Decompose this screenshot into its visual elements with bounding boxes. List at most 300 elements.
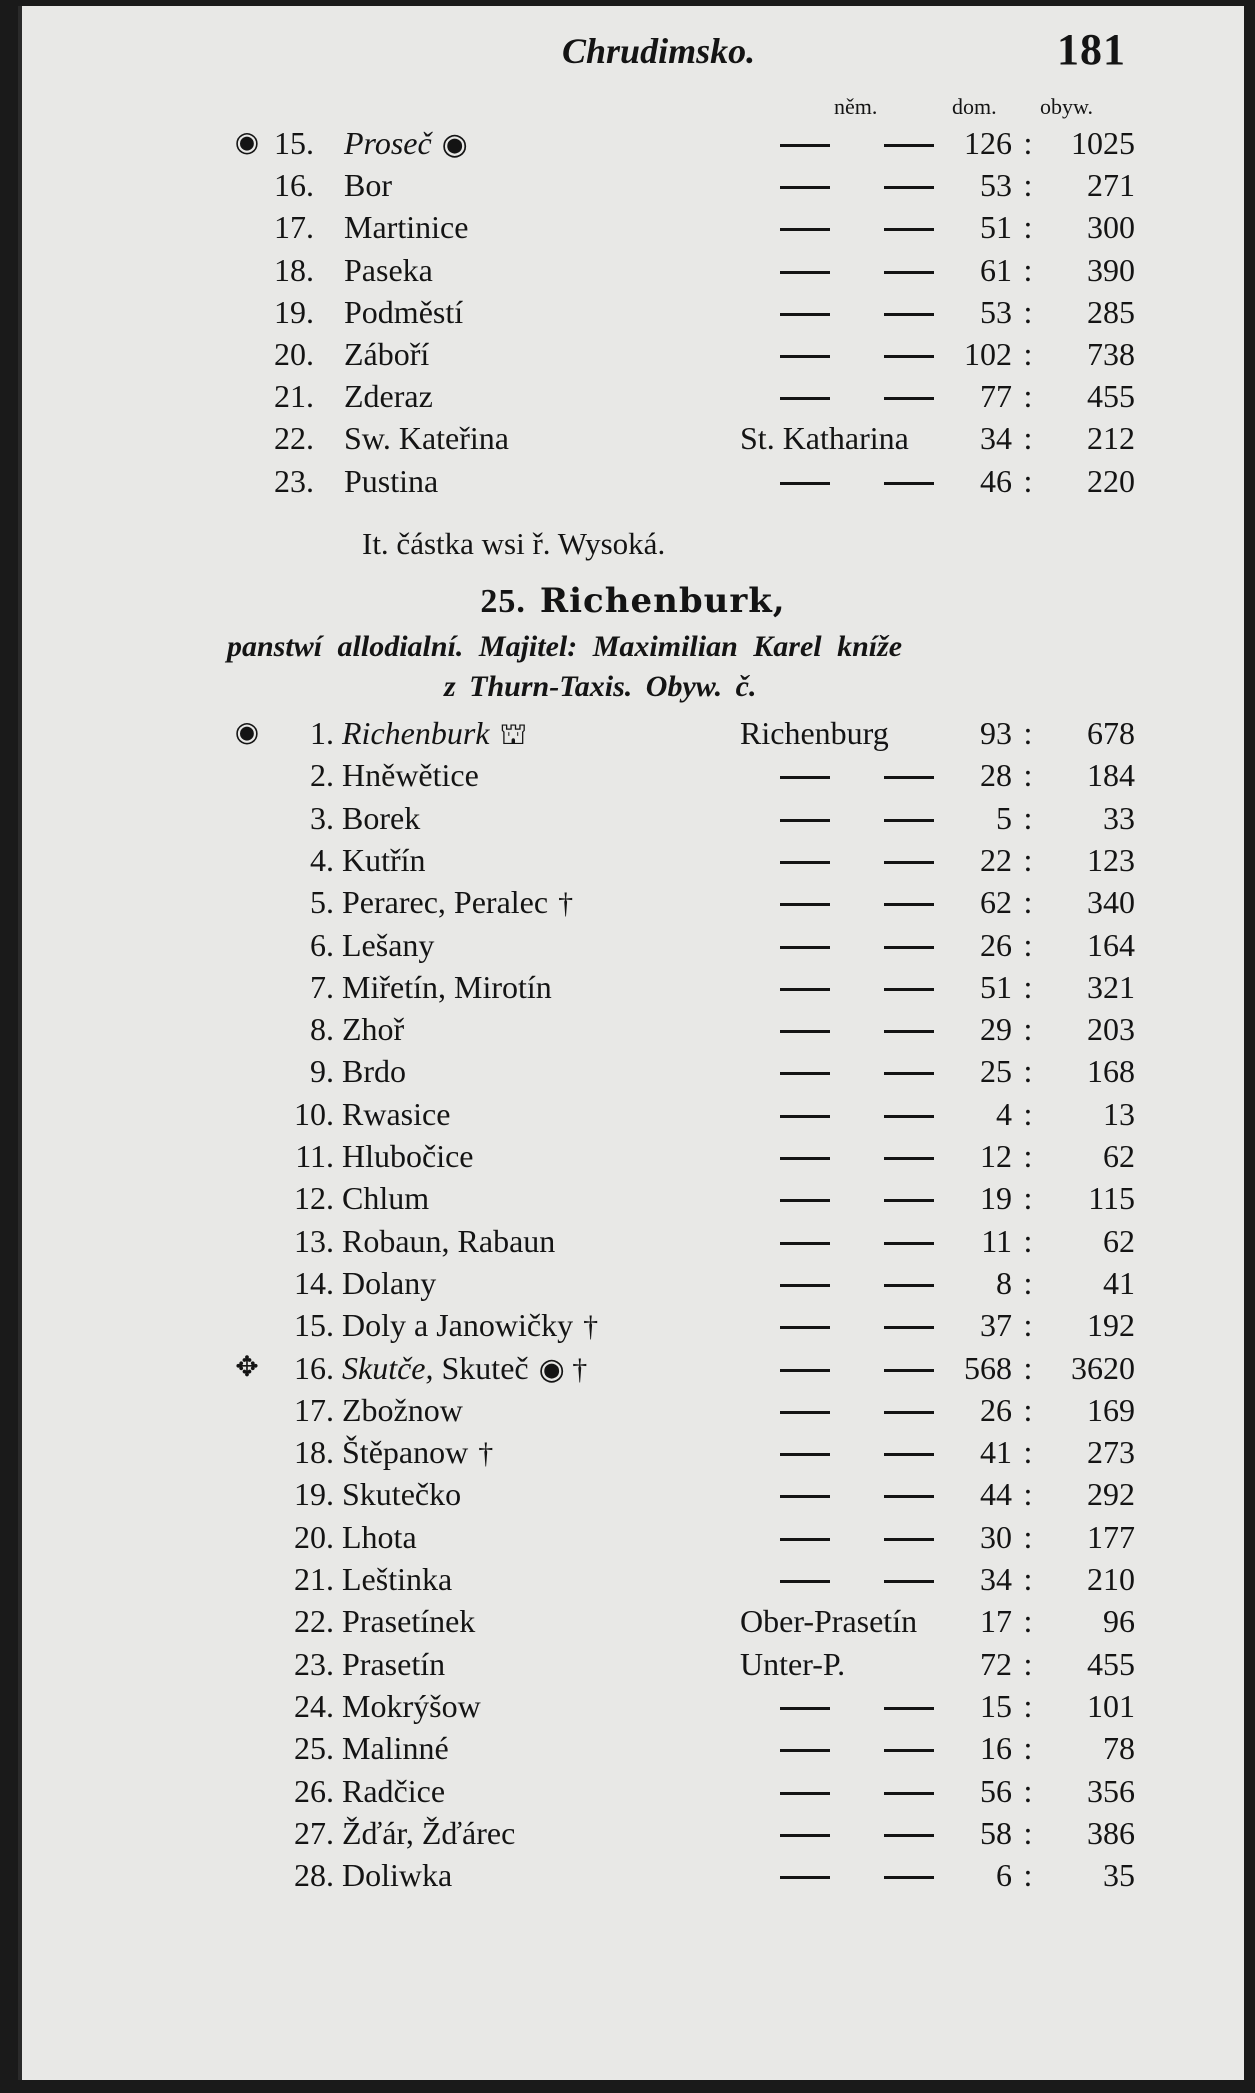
- ditto-dash: [780, 1834, 830, 1837]
- separator: :: [1023, 715, 1033, 751]
- inhabitants-count: 220: [1087, 462, 1135, 499]
- place-symbol-icon: ⛫: [499, 718, 528, 751]
- row-number: 12.: [294, 1180, 334, 1217]
- row-number: 14.: [294, 1264, 334, 1301]
- place-name-text: Robaun, Rabaun: [342, 1222, 556, 1259]
- place-name-alt: Skuteč: [433, 1349, 529, 1386]
- place-name-text: Štěpanow: [342, 1434, 469, 1471]
- place-name: [342, 1600, 475, 1642]
- houses-count: 26: [980, 926, 1012, 963]
- row-number: 3.: [310, 799, 334, 836]
- ditto-dash: [780, 776, 830, 779]
- houses-count: 93: [980, 715, 1012, 751]
- row-number: 6.: [310, 926, 334, 963]
- row-number: 25.: [294, 1730, 334, 1767]
- table-row: [22, 1770, 1244, 1812]
- inhabitants-count: 13: [1103, 1095, 1135, 1132]
- table-row: [22, 1473, 1244, 1515]
- german-name: Richenburg: [740, 715, 889, 751]
- place-name: [344, 206, 468, 248]
- ditto-dash: [780, 482, 830, 485]
- inhabitants-count: 455: [1087, 1645, 1135, 1682]
- ditto-dash: [780, 1453, 830, 1456]
- inhabitants-count: 356: [1087, 1772, 1135, 1809]
- place-name-text: Záboří: [344, 336, 430, 372]
- separator: :: [1023, 1307, 1033, 1344]
- ditto-dash: [780, 1411, 830, 1414]
- houses-count: 72: [980, 1645, 1012, 1682]
- place-name-text: Rwasice: [342, 1095, 451, 1132]
- inhabitants-count: 41: [1103, 1264, 1135, 1301]
- separator: :: [1023, 1518, 1033, 1555]
- table-row: [22, 1304, 1244, 1346]
- row-number: 27.: [294, 1814, 334, 1851]
- section-heading: [22, 581, 1244, 621]
- table-row: [22, 1727, 1244, 1769]
- row-number: 17.: [274, 209, 314, 246]
- table-row: [22, 1262, 1244, 1304]
- place-name: [342, 1304, 598, 1348]
- table-row: [22, 1854, 1244, 1896]
- houses-count: 28: [980, 757, 1012, 794]
- separator: :: [1023, 378, 1033, 415]
- place-name: [342, 1093, 450, 1135]
- ditto-dash: [780, 1242, 830, 1245]
- houses-count: 19: [980, 1180, 1012, 1217]
- place-name: [342, 966, 552, 1008]
- inhabitants-count: 123: [1087, 841, 1135, 878]
- ditto-dash: [780, 1030, 830, 1033]
- inhabitants-count: 738: [1087, 336, 1135, 372]
- houses-count: 29: [980, 1011, 1012, 1048]
- inhabitants-count: 169: [1087, 1391, 1135, 1428]
- column-headers: [22, 94, 1244, 124]
- place-name: [344, 333, 429, 375]
- ditto-dash: [780, 355, 830, 358]
- ditto-dash: [780, 144, 830, 147]
- inhabitants-count: 210: [1087, 1561, 1135, 1597]
- houses-count: 34: [980, 420, 1012, 457]
- table-row: [22, 333, 1244, 375]
- german-name: Ober-Prasetín: [740, 1603, 918, 1640]
- place-name-text: Perarec, Peralec: [342, 884, 549, 921]
- row-number: 17.: [294, 1391, 334, 1428]
- place-name-text: Doliwka: [342, 1857, 453, 1894]
- houses-count: 41: [980, 1434, 1012, 1471]
- ditto-dash: [780, 1157, 830, 1160]
- houses-count: 30: [980, 1518, 1012, 1555]
- page-header: [22, 24, 1244, 84]
- ditto-dash: [780, 1580, 830, 1583]
- separator: :: [1023, 841, 1033, 878]
- place-name-text: Kutřín: [342, 841, 426, 878]
- inhabitants-count: 678: [1087, 715, 1135, 751]
- page-number: 181: [1057, 25, 1126, 74]
- separator: :: [1023, 1434, 1033, 1471]
- ditto-dash: [780, 1284, 830, 1287]
- place-name-text: Lhota: [342, 1518, 417, 1555]
- place-name: [342, 1685, 481, 1727]
- place-name: [342, 924, 434, 966]
- table-row: [22, 754, 1244, 796]
- place-name-text: Proseč: [344, 125, 432, 161]
- col-obyv: obyw.: [1040, 94, 1093, 119]
- german-name: Unter-P.: [740, 1645, 846, 1682]
- houses-count: 53: [980, 167, 1012, 204]
- table-row: [22, 1389, 1244, 1431]
- place-name-text: Richenburk: [342, 715, 490, 751]
- place-name: [342, 839, 426, 881]
- place-name: [344, 122, 468, 166]
- row-number: 19.: [294, 1476, 334, 1513]
- col-dom: dom.: [952, 94, 997, 119]
- ditto-dash: [780, 1538, 830, 1541]
- row-number: 23.: [294, 1645, 334, 1682]
- table-row: [22, 164, 1244, 206]
- table-row: [22, 924, 1244, 966]
- table-row: [22, 417, 1244, 459]
- inhabitants-count: 115: [1088, 1180, 1135, 1217]
- row-number: 18.: [274, 251, 314, 288]
- table-row: [22, 291, 1244, 333]
- german-name: St. Katharina: [740, 420, 909, 457]
- row-number: 20.: [274, 336, 314, 372]
- houses-count: 51: [980, 968, 1012, 1005]
- place-name: [342, 1135, 474, 1177]
- place-name: [342, 1431, 493, 1475]
- separator: :: [1023, 1053, 1033, 1090]
- table-row: [22, 839, 1244, 881]
- houses-count: 22: [980, 841, 1012, 878]
- separator: :: [1023, 1349, 1033, 1386]
- separator: :: [1023, 1476, 1033, 1513]
- place-name: [342, 1008, 404, 1050]
- row-number: 15.: [274, 125, 314, 161]
- houses-count: 8: [996, 1264, 1012, 1301]
- place-name: [342, 1220, 555, 1262]
- row-number: 21.: [274, 378, 314, 415]
- row-number: 5.: [310, 884, 334, 921]
- place-symbol-icon: †: [558, 887, 574, 921]
- place-name-text: Brdo: [342, 1053, 406, 1090]
- separator: :: [1023, 1095, 1033, 1132]
- row-number: 26.: [294, 1772, 334, 1809]
- row-number: 4.: [310, 841, 334, 878]
- separator: :: [1023, 420, 1033, 457]
- place-name: [342, 1812, 515, 1854]
- place-name: [342, 1050, 406, 1092]
- separator: :: [1023, 1180, 1033, 1217]
- ditto-dash: [780, 1495, 830, 1498]
- inhabitants-count: 203: [1087, 1011, 1135, 1048]
- houses-count: 4: [996, 1095, 1012, 1132]
- note-line: It. částka wsi ř. Wysoká.: [362, 526, 666, 561]
- houses-count: 568: [964, 1349, 1012, 1386]
- place-name: [342, 1347, 587, 1391]
- inhabitants-count: 164: [1087, 926, 1135, 963]
- houses-count: 6: [996, 1857, 1012, 1894]
- row-number: 16.: [294, 1349, 334, 1386]
- houses-count: 46: [980, 462, 1012, 499]
- separator: :: [1023, 884, 1033, 921]
- place-name-text: Leštinka: [342, 1561, 453, 1597]
- locality-mark-icon: ✥: [235, 1351, 259, 1383]
- table-row: [22, 122, 1244, 164]
- row-number: 24.: [294, 1687, 334, 1724]
- inhabitants-count: 33: [1103, 799, 1135, 836]
- row-number: 7.: [310, 968, 334, 1005]
- inhabitants-count: 35: [1103, 1857, 1135, 1894]
- separator: :: [1023, 1603, 1033, 1640]
- inhabitants-count: 192: [1087, 1307, 1135, 1344]
- place-name-text: Sw. Kateřina: [344, 420, 509, 457]
- ditto-dash: [780, 1115, 830, 1118]
- place-symbol-icon: ◉ †: [538, 1352, 588, 1386]
- place-name-text: Zderaz: [344, 378, 433, 415]
- ditto-dash: [780, 1749, 830, 1752]
- place-name-text: Martinice: [344, 209, 469, 246]
- inhabitants-count: 271: [1087, 167, 1135, 204]
- place-name-text: Hlubočice: [342, 1138, 474, 1174]
- ditto-dash: [780, 988, 830, 991]
- separator: :: [1023, 968, 1033, 1005]
- houses-count: 53: [980, 293, 1012, 330]
- table-row: [22, 1050, 1244, 1092]
- separator: :: [1023, 1138, 1033, 1174]
- ditto-dash: [780, 1707, 830, 1710]
- place-name: [342, 754, 479, 796]
- inhabitants-count: 3620: [1071, 1349, 1135, 1386]
- place-name: [344, 375, 433, 417]
- place-name: [342, 1473, 461, 1515]
- place-name: [344, 164, 392, 206]
- row-number: 8.: [310, 1011, 334, 1048]
- table-row: [22, 1600, 1244, 1642]
- place-name-text: Prasetínek: [342, 1603, 476, 1640]
- ditto-dash: [780, 271, 830, 274]
- inhabitants-count: 390: [1087, 251, 1135, 288]
- inhabitants-count: 273: [1087, 1434, 1135, 1471]
- separator: :: [1023, 1687, 1033, 1724]
- houses-count: 26: [980, 1391, 1012, 1428]
- row-number: 11.: [295, 1138, 334, 1174]
- houses-count: 25: [980, 1053, 1012, 1090]
- place-name: [342, 1854, 452, 1896]
- table-row: [22, 460, 1244, 502]
- separator: :: [1023, 209, 1033, 246]
- ditto-dash: [780, 1792, 830, 1795]
- houses-count: 126: [964, 125, 1012, 161]
- place-symbol-icon: †: [478, 1437, 494, 1471]
- ditto-dash: [780, 861, 830, 864]
- separator: :: [1023, 1222, 1033, 1259]
- houses-count: 44: [980, 1476, 1012, 1513]
- table-row: [22, 1685, 1244, 1727]
- separator: :: [1023, 926, 1033, 963]
- place-name-text: Mokrýšow: [342, 1687, 481, 1724]
- row-number: 10.: [294, 1095, 334, 1132]
- separator: :: [1023, 462, 1033, 499]
- place-name-text: Miřetín, Mirotín: [342, 968, 552, 1005]
- inhabitants-count: 1025: [1071, 125, 1135, 161]
- houses-count: 62: [980, 884, 1012, 921]
- place-name-text: Lešany: [342, 926, 435, 963]
- place-name-text: Hněwětice: [342, 757, 479, 794]
- houses-count: 56: [980, 1772, 1012, 1809]
- table-row: [22, 966, 1244, 1008]
- place-name-text: Paseka: [344, 251, 433, 288]
- inhabitants-count: 101: [1087, 1687, 1135, 1724]
- houses-count: 17: [980, 1603, 1012, 1640]
- separator: :: [1023, 336, 1033, 372]
- place-name: [342, 1558, 452, 1600]
- place-name: [342, 1770, 445, 1812]
- table-row: [22, 1347, 1244, 1389]
- place-name: [344, 460, 438, 502]
- inhabitants-count: 168: [1087, 1053, 1135, 1090]
- place-name: [342, 797, 420, 839]
- separator: :: [1023, 1391, 1033, 1428]
- place-name: [342, 712, 527, 756]
- separator: :: [1023, 1730, 1033, 1767]
- inhabitants-count: 340: [1087, 884, 1135, 921]
- row-number: 16.: [274, 167, 314, 204]
- place-symbol-icon: ◉: [441, 128, 468, 161]
- inhabitants-count: 96: [1103, 1603, 1135, 1640]
- inhabitants-count: 292: [1087, 1476, 1135, 1513]
- row-number: 28.: [294, 1857, 334, 1894]
- inhabitants-count: 300: [1087, 209, 1135, 246]
- table-row: [22, 1643, 1244, 1685]
- table-row: [22, 1220, 1244, 1262]
- table-row: [22, 1431, 1244, 1473]
- place-name: [342, 1727, 449, 1769]
- separator: :: [1023, 1011, 1033, 1048]
- place-name-text: Malinné: [342, 1730, 449, 1767]
- place-name-text: Skutečko: [342, 1476, 462, 1513]
- table-row: [22, 1093, 1244, 1135]
- section-description-line1: panstwí allodialní. Majitel: Maximilian Karel kníže: [227, 630, 903, 663]
- inhabitants-count: 321: [1087, 968, 1135, 1005]
- separator: :: [1023, 1772, 1033, 1809]
- place-name: [342, 881, 573, 925]
- row-number: 18.: [294, 1434, 334, 1471]
- houses-count: 102: [964, 336, 1012, 372]
- inhabitants-count: 62: [1103, 1222, 1135, 1259]
- houses-count: 51: [980, 209, 1012, 246]
- separator: :: [1023, 1645, 1033, 1682]
- place-name-text: Žďár, Žďárec: [342, 1814, 516, 1851]
- row-number: 21.: [294, 1561, 334, 1597]
- place-name-text: Pustina: [344, 462, 439, 499]
- row-number: 20.: [294, 1518, 334, 1555]
- ditto-dash: [780, 819, 830, 822]
- table-row: [22, 1558, 1244, 1600]
- section-description-line2: z Thurn-Taxis. Obyw. č.: [444, 670, 757, 703]
- separator: :: [1023, 125, 1033, 161]
- separator: :: [1023, 1857, 1033, 1894]
- place-name-text: Dolany: [342, 1264, 437, 1301]
- ditto-dash: [780, 903, 830, 906]
- inhabitants-count: 455: [1087, 378, 1135, 415]
- houses-count: 58: [980, 1814, 1012, 1851]
- inhabitants-count: 78: [1103, 1730, 1135, 1767]
- ditto-dash: [780, 397, 830, 400]
- houses-count: 11: [981, 1222, 1012, 1259]
- place-name: [344, 417, 509, 459]
- place-name-text: Radčice: [342, 1772, 446, 1809]
- table-row: [22, 797, 1244, 839]
- place-name: [342, 1262, 436, 1304]
- place-name: [342, 1643, 445, 1685]
- table-row: [22, 1177, 1244, 1219]
- row-number: 2.: [310, 757, 334, 794]
- ditto-dash: [780, 1876, 830, 1879]
- inhabitants-count: 62: [1103, 1138, 1135, 1174]
- row-number: 1.: [310, 715, 334, 751]
- col-nem: něm.: [834, 94, 878, 119]
- place-name-text: Bor: [344, 167, 392, 204]
- section-number: 25.: [480, 583, 526, 620]
- houses-count: 15: [980, 1687, 1012, 1724]
- place-name-text: Podměstí: [344, 293, 464, 330]
- place-name-text: Chlum: [342, 1180, 430, 1217]
- separator: :: [1023, 757, 1033, 794]
- book-page: [18, 6, 1244, 2080]
- ditto-dash: [780, 228, 830, 231]
- place-name: [342, 1516, 417, 1558]
- running-title: Chrudimsko.: [562, 31, 756, 71]
- table-row: [22, 1135, 1244, 1177]
- place-name-text: Prasetín: [342, 1645, 446, 1682]
- houses-count: 61: [980, 251, 1012, 288]
- locality-mark-icon: ◉: [234, 717, 260, 748]
- locality-mark-icon: ◉: [234, 127, 260, 158]
- place-name: [344, 249, 433, 291]
- place-name-text: Zhoř: [342, 1011, 405, 1048]
- inhabitants-count: 177: [1087, 1518, 1135, 1555]
- inhabitants-count: 212: [1087, 420, 1135, 457]
- ditto-dash: [780, 1369, 830, 1372]
- table-row: [22, 881, 1244, 923]
- separator: :: [1023, 1814, 1033, 1851]
- separator: :: [1023, 1561, 1033, 1597]
- place-name-text: Doly a Janowičky: [342, 1307, 574, 1344]
- place-name-text: Zbožnow: [342, 1391, 463, 1428]
- separator: :: [1023, 293, 1033, 330]
- row-number: 9.: [310, 1053, 334, 1090]
- row-number: 15.: [294, 1307, 334, 1344]
- row-number: 23.: [274, 462, 314, 499]
- table-row: [22, 206, 1244, 248]
- ditto-dash: [780, 313, 830, 316]
- row-number: 13.: [294, 1222, 334, 1259]
- separator: :: [1023, 1264, 1033, 1301]
- place-name: [344, 291, 463, 333]
- houses-count: 5: [996, 799, 1012, 836]
- place-symbol-icon: †: [583, 1310, 599, 1344]
- row-number: 19.: [274, 293, 314, 330]
- table-row: [22, 712, 1244, 754]
- table-row: [22, 249, 1244, 291]
- place-name: [342, 1389, 463, 1431]
- houses-count: 34: [980, 1561, 1012, 1597]
- table-row: [22, 1516, 1244, 1558]
- houses-count: 16: [980, 1730, 1012, 1767]
- inhabitants-count: 285: [1087, 293, 1135, 330]
- inhabitants-count: 386: [1087, 1814, 1135, 1851]
- separator: :: [1023, 251, 1033, 288]
